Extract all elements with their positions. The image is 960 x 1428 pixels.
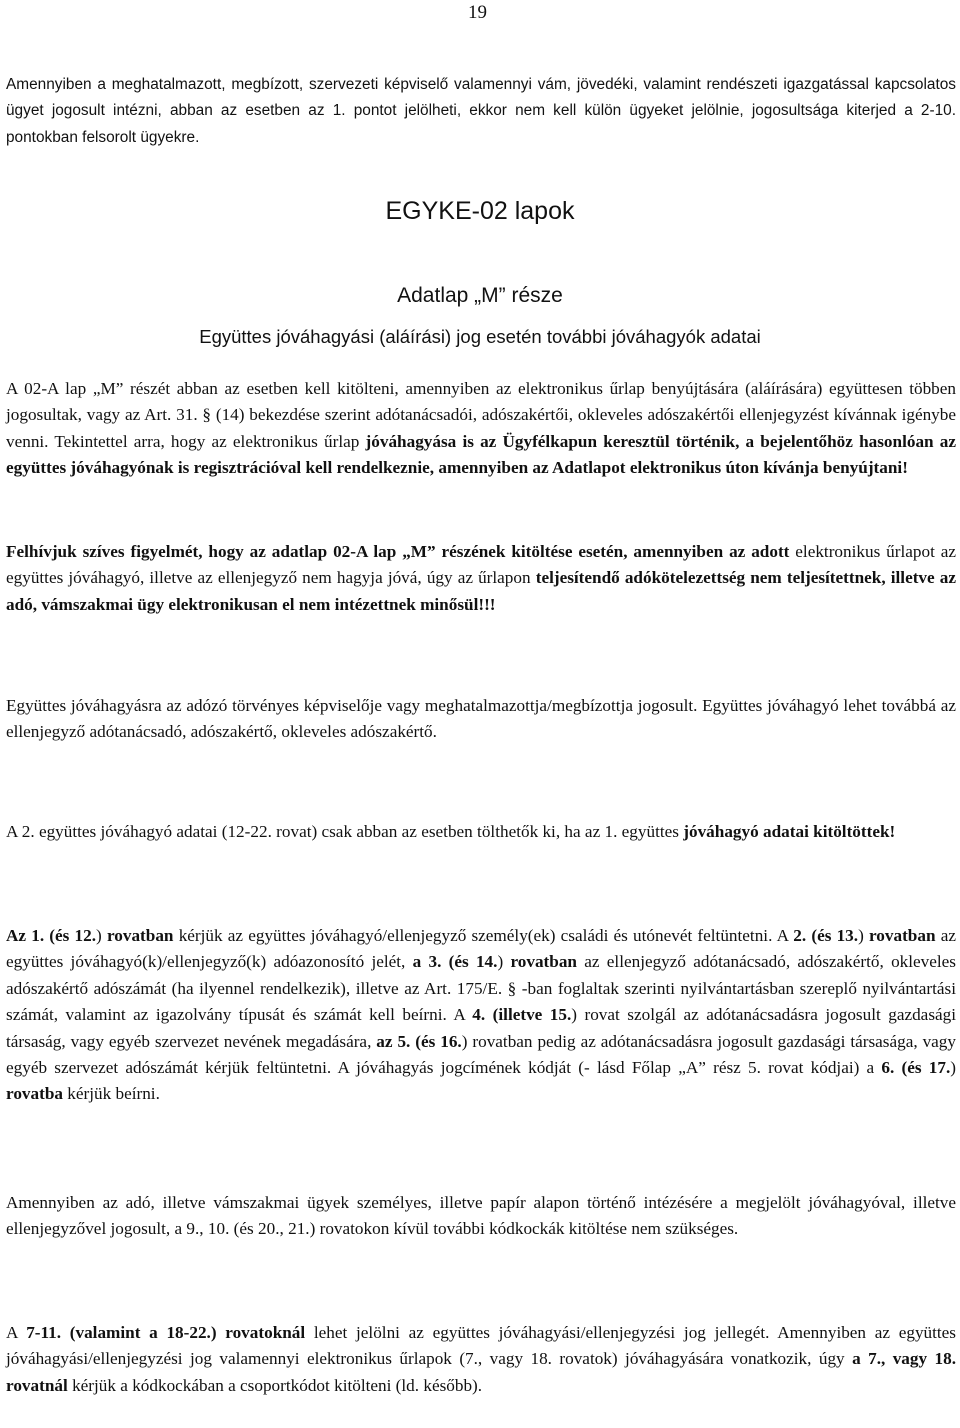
bold-run: 4. (illetve 15. xyxy=(472,1005,572,1025)
text-run: A 2. együttes jóváhagyó adatai (12-22. rovat) csak abban az esetben tölthetők ki, ha az 1. együttes xyxy=(6,822,684,841)
text-run: kérjük beírni. xyxy=(62,1084,160,1104)
text-run: kérjük a kódkockában a csoportkódot kitölteni (ld. később). xyxy=(67,1375,483,1395)
paragraph-m-part xyxy=(6,376,956,482)
text-run: ) xyxy=(96,926,107,945)
bold-run: az 5. (és 16. xyxy=(376,1031,462,1051)
paragraph-joint-approval: Együttes jóváhagyásra az adózó törvényes képviselője vagy meghatalmazottja/megbízottja jogosult. Együttes jóváhagyó lehet továbbá az ellenjegyző adótanácsadó, adószakértő, okleveles adószakértő. xyxy=(6,696,956,742)
paragraph-personal: Amennyiben az adó, illetve vámszakmai ügyek személyes, illetve papír alapon történő intézésére a megjelölt jóváhagyóval, illetve ellenjegyzővel jogosult, a 9., 10. (és 20., 21.) rovatokon kívül további kódkockák kitöltése nem szükséges. xyxy=(6,1193,956,1239)
text-run: az együttes jóváhagyó(k)/ellenjegyző(k) adóazonosító jelét, xyxy=(6,926,956,972)
text-run: az ellenjegyző adótanácsadó, adószakértő, okleveles adószakértő adószámát (ha ilyennel rendelkezik), illetve az Art. 175/E. § -ban foglaltak szerinti nyilvántartásban szereplő nyilvántartási számát, valamint az igazolvány típusát és számát kell beírni. A xyxy=(6,952,956,1025)
bold-run: 6. (és 17. xyxy=(881,1058,951,1078)
bold-run: jóváhagyó adatai kitöltöttek! xyxy=(683,822,896,841)
text-run: ) xyxy=(950,1058,956,1078)
bold-run: rovatban xyxy=(868,926,936,945)
text-run: ) xyxy=(858,926,869,945)
bold-run: a 7., vagy 18. rovatnál xyxy=(6,1349,956,1395)
text-run: kérjük az együttes jóváhagyó/ellenjegyző személy(ek) családi és utónevét feltüntetni. A xyxy=(173,926,794,945)
paragraph-rows-7-11 xyxy=(6,1320,956,1399)
bold-run: 2. (és 13. xyxy=(793,926,859,945)
bold-run: Az 1. (és 12. xyxy=(6,926,97,945)
text-run: A xyxy=(6,1323,27,1342)
text-run: ) rovat szolgál az adótanácsadásra jogosult gazdasági társaság, vagy egyéb szervezet nevének megadására, xyxy=(6,1005,956,1051)
page-number: 19 xyxy=(468,2,487,23)
paragraph-rows xyxy=(6,923,956,1108)
bold-run: rovatba xyxy=(6,1084,63,1104)
text-run: ) xyxy=(497,952,511,972)
intro-paragraph: Amennyiben a meghatalmazott, megbízott, szervezeti képviselő valamennyi vám, jövedéki, valamint rendészeti igazgatással kapcsolatos ügyet jogosult intézni, abban az esetben az 1. pontot jelölheti, ekkor nem kell külön ügyeket jelölnie, jogosultsága kiterjed a 2-10. pontokban felsorolt ügyekre. xyxy=(6,76,956,146)
section-heading: EGYKE-02 lapok xyxy=(385,197,575,225)
text-run: ) rovatban pedig az adótanácsadásra jogosult gazdasági társasága, vagy egyéb szervezet adószámát kérjük feltüntetni. A jóváhagyás jogcímének kódját (- lásd Főlap „A” rész 5. rovat kódjai) a xyxy=(6,1031,956,1078)
text-run: A 02-A lap „M” részét abban az esetben kell kitölteni, amennyiben az elektronikus űrlap benyújtására (aláírására) együttesen többen jogosultak, vagy az Art. 31. § (14) bekezdése szerint adótanácsadói, adószakértői, okleveles adószakértői ellenjegyzést kívánnak igénybe venni. Tekintettel arra, hogy az elektronikus űrlap xyxy=(6,379,956,451)
bold-run: 7-11. (valamint a 18-22.) rovatoknál xyxy=(26,1323,306,1342)
subsection-heading: Adatlap „M” része xyxy=(397,284,563,307)
subsection-subheading: Együttes jóváhagyási (aláírási) jog esetén további jóváhagyók adatai xyxy=(199,326,761,347)
paragraph-notice xyxy=(6,539,956,618)
bold-run: a 3. (és 14. xyxy=(412,952,498,972)
bold-run: teljesítendő adókötelezettség nem teljesítettnek, illetve az adó, vámszakmai ügy elektronikusan el nem intézettnek minősül!!! xyxy=(6,568,956,614)
paragraph-second-approver xyxy=(6,819,956,845)
bold-run: rovatban xyxy=(106,926,174,945)
text-run: elektronikus űrlapot az együttes jóváhagyó, illetve az ellenjegyző nem hagyja jóvá, úgy az űrlapon xyxy=(6,542,956,588)
bold-run: rovatban xyxy=(510,952,577,972)
text-run: lehet jelölni az együttes jóváhagyási/ellenjegyzési jog jellegét. Amennyiben az együttes jóváhagyási/ellenjegyzési jog valamennyi elektronikus űrlapok (7., vagy 18. rovatok) jóváhagyására vonatkozik, úgy xyxy=(6,1323,956,1369)
bold-run: Felhívjuk szíves figyelmét, hogy az adatlap 02-A lap „M” részének kitöltése esetén, amennyiben az adott xyxy=(6,542,790,561)
bold-run: jóváhagyása is az Ügyfélkapun keresztül történik, a bejelentőhöz hasonlóan az együttes jóváhagyónak is regisztrációval kell rendelkeznie, amennyiben az Adatlapot elektronikus úton kívánja benyújtani! xyxy=(6,431,956,478)
